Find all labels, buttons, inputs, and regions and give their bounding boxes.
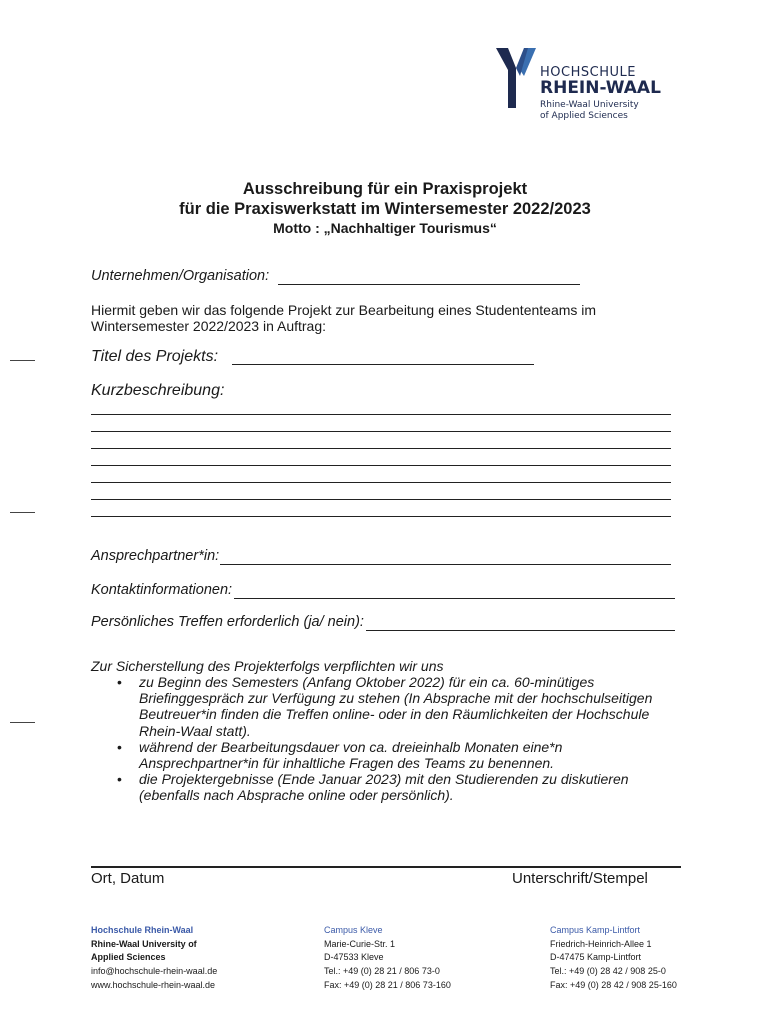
logo-line-2: RHEIN-WAAL — [540, 78, 661, 98]
meeting-required-label: Persönliches Treffen erforderlich (ja/ nein): — [91, 614, 364, 630]
obligations-intro: Zur Sicherstellung des Projekterfolgs verpflichten wir uns — [91, 658, 444, 674]
contact-person-field-line[interactable] — [220, 564, 671, 565]
contact-person-label: Ansprechpartner*in: — [91, 548, 220, 564]
place-date-label: Ort, Datum — [91, 870, 165, 887]
summary-line-2[interactable] — [91, 431, 671, 432]
summary-line-1[interactable] — [91, 414, 671, 415]
contact-info-field-line[interactable] — [234, 598, 675, 599]
obligation-item: • die Projektergebnisse (Ende Januar 2023) mit den Studierenden zu diskutieren (ebenfalls nach Absprache online oder persönlich). — [117, 771, 629, 804]
footer-kleve-heading: Campus Kleve — [324, 925, 383, 935]
footer-email[interactable]: info@hochschule-rhein-waal.de — [91, 966, 218, 977]
signature-stamp-label: Unterschrift/Stempel — [512, 870, 648, 887]
intro-text: Hiermit geben wir das folgende Projekt zur Bearbeitung eines Studententeams im Wintersemester 2022/2023 in Auftrag: — [91, 302, 597, 334]
company-label: Unternehmen/Organisation: — [91, 268, 270, 284]
document-title-line-1: Ausschreibung für ein Praxisprojekt — [242, 180, 528, 198]
university-logo — [494, 46, 674, 126]
project-title-label: Titel des Projekts: — [91, 348, 219, 365]
obligation-item: • zu Beginn des Semesters (Anfang Oktober 2022) für ein ca. 60-minütiges Briefinggespräch zur Verfügung zu stehen (In Absprache mit der hochschulseitigen Beutreuer*in finden die Treffen online- oder in den Räumlichkeiten der Hochschule Rhein-Waal statt). — [117, 674, 653, 739]
obligation-item: • während der Bearbeitungsdauer von ca. dreieinhalb Monaten eine*n Ansprechpartner*in für inhaltliche Fragen des Teams zu benennen. — [117, 738, 563, 772]
fold-mark-middle — [10, 512, 35, 513]
fold-mark-top — [10, 360, 35, 361]
project-title-field-line[interactable] — [232, 364, 534, 365]
footer-kamp-lintfort-heading: Campus Kamp-Lintfort — [550, 925, 641, 935]
logo-y-mark-icon — [494, 46, 538, 110]
summary-line-4[interactable] — [91, 465, 671, 466]
footer-column-kleve: Campus Kleve Marie-Curie-Str. 1 D-47533 Kleve Tel.: +49 (0) 28 21 / 806 73-0 Fax: +49 (0) 28 21 / 806 73-160 — [324, 925, 451, 990]
logo-line-4: of Applied Sciences — [540, 111, 628, 121]
contact-info-label: Kontaktinformationen: — [91, 582, 233, 598]
obligations-list — [117, 674, 674, 804]
footer-column-kamp-lintfort: Campus Kamp-Lintfort Friedrich-Heinrich-Allee 1 D-47475 Kamp-Lintfort Tel.: +49 (0) 28 42 / 908 25-0 Fax: +49 (0) 28 42 / 908 25-160 — [550, 925, 677, 990]
summary-line-7[interactable] — [91, 516, 671, 517]
footer-column-university: Hochschule Rhein-Waal Rhine-Waal University of Applied Sciences info@hochschule-rhein-waal.de www.hochschule-rhein-waal.de — [91, 924, 217, 993]
summary-line-3[interactable] — [91, 448, 671, 449]
logo-line-3: Rhine-Waal University — [540, 100, 639, 110]
logo-line-1: HOCHSCHULE — [540, 65, 636, 80]
fold-mark-bottom — [10, 722, 35, 723]
summary-line-5[interactable] — [91, 482, 671, 483]
summary-line-6[interactable] — [91, 499, 671, 500]
footer-university-heading: Hochschule Rhein-Waal — [91, 925, 194, 935]
meeting-required-field-line[interactable] — [366, 630, 675, 631]
summary-label: Kurzbeschreibung: — [91, 382, 225, 399]
document-motto: Motto : „Nachhaltiger Tourismus“ — [273, 220, 497, 236]
footer-website[interactable]: www.hochschule-rhein-waal.de — [91, 979, 216, 990]
signature-line — [91, 866, 681, 868]
company-field-line[interactable] — [278, 284, 580, 285]
document-title-line-2: für die Praxiswerkstatt im Wintersemester 2022/2023 — [179, 200, 591, 218]
